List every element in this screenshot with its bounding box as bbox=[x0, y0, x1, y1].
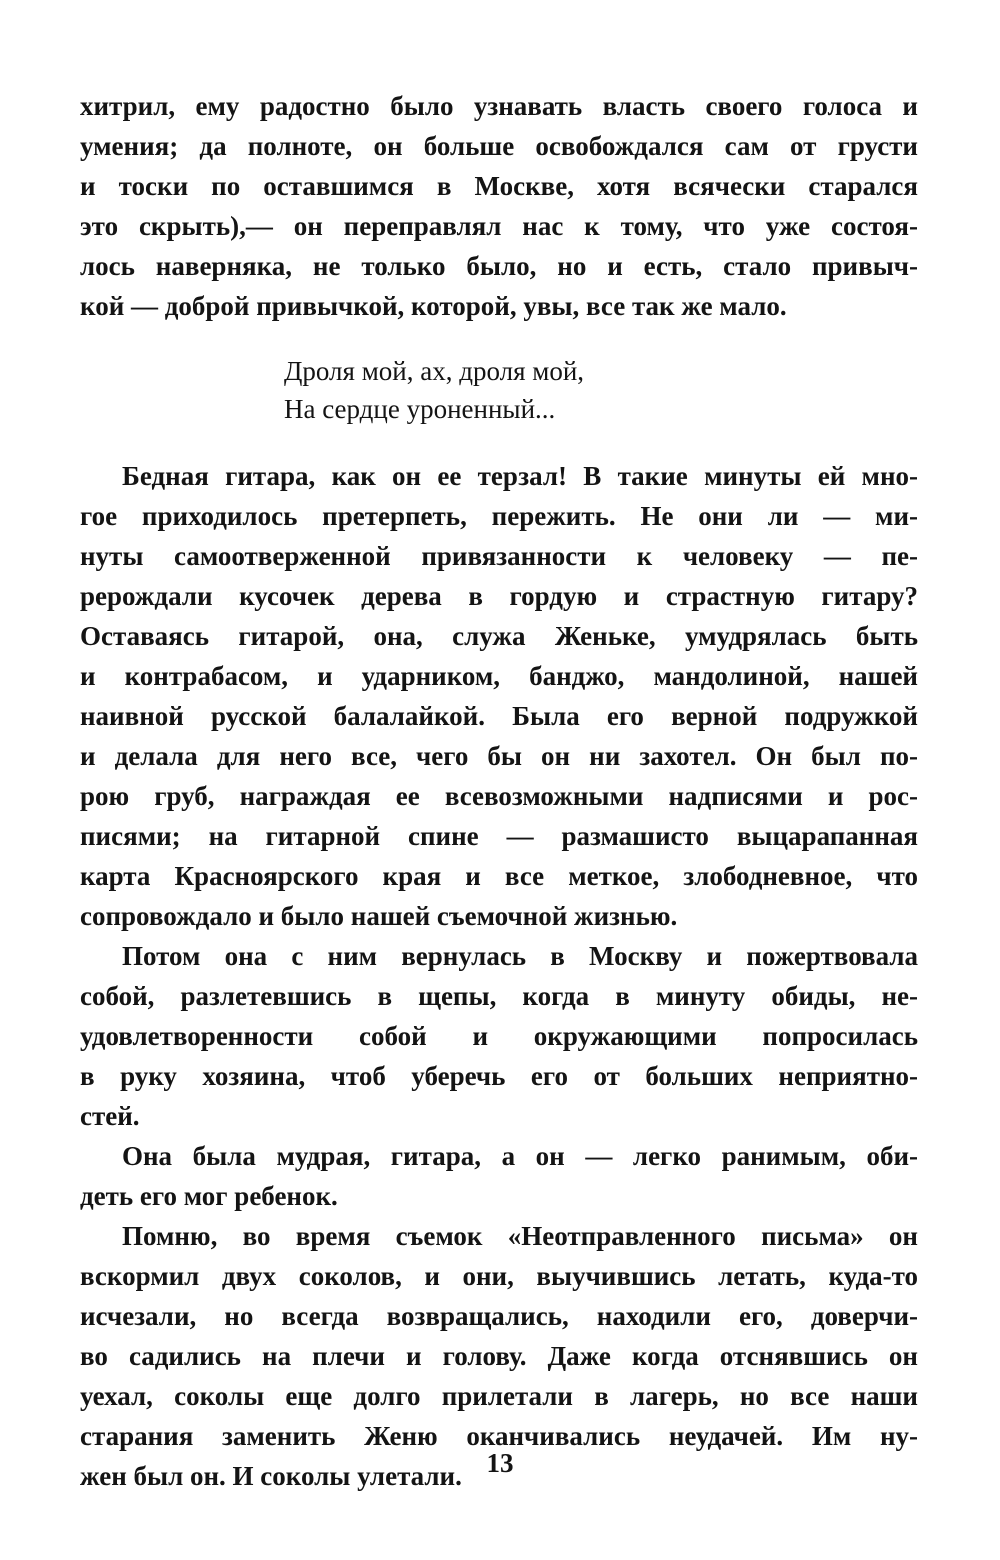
paragraph-line: Бедная гитара, как он ее терзал! В такие минуты ей мно- bbox=[122, 461, 918, 491]
paragraph-line: стей. bbox=[80, 1101, 140, 1131]
paragraph-line: удовлетворенности собой и окружающими попросилась bbox=[80, 1021, 918, 1051]
paragraph-line: Помню, во время съемок «Неотправленного письма» он bbox=[122, 1221, 918, 1251]
paragraph-line: и делала для него все, чего бы он ни захотел. Он был по- bbox=[80, 741, 918, 771]
paragraph-line: жен был он. И соколы улетали. bbox=[80, 1461, 462, 1491]
paragraph-line: сопровождало и было нашей съемочной жизнью. bbox=[80, 901, 678, 931]
paragraph-line: и тоски по оставшимся в Москве, хотя всячески старался bbox=[80, 171, 918, 201]
paragraph-line: наивной русской балалайкой. Была его верной подружкой bbox=[80, 701, 918, 731]
paragraph-line: хитрил, ему радостно было узнавать власть своего голоса и bbox=[80, 91, 918, 121]
paragraph-line: в руку хозяина, чтоб уберечь его от больших неприятно- bbox=[80, 1061, 918, 1091]
paragraph-line: исчезали, но всегда возвращались, находили его, доверчи- bbox=[80, 1301, 918, 1331]
paragraph-line: Потом она с ним вернулась в Москву и пожертвовала bbox=[122, 941, 918, 971]
paragraph-line: умения; да полноте, он больше освобождался сам от грусти bbox=[80, 131, 918, 161]
paragraph-line: кой — доброй привычкой, которой, увы, все так же мало. bbox=[80, 291, 787, 321]
paragraph-4 bbox=[80, 1136, 918, 1216]
paragraph-line: писями; на гитарной спине — размашисто выцарапанная bbox=[80, 821, 918, 851]
paragraph-line: лось наверняка, не только было, но и есть, стало привыч- bbox=[80, 251, 918, 281]
paragraph-line: и контрабасом, и ударником, банджо, мандолиной, нашей bbox=[80, 661, 918, 691]
paragraph-line: Оставаясь гитарой, она, служа Женьке, умудрялась быть bbox=[80, 621, 918, 651]
paragraph-line: Она была мудрая, гитара, а он — легко ранимым, оби- bbox=[122, 1141, 918, 1171]
paragraph-line: собой, разлетевшись в щепы, когда в минуту обиды, не- bbox=[80, 981, 918, 1011]
paragraph-line: рерождали кусочек дерева в гордую и страстную гитару? bbox=[80, 581, 918, 611]
paragraph-line: нуты самоотверженной привязанности к человеку — пе- bbox=[80, 541, 918, 571]
verse-line: На сердце уроненный... bbox=[284, 394, 556, 424]
paragraph-line: уехал, соколы еще долго прилетали в лагерь, но все наши bbox=[80, 1381, 918, 1411]
paragraph-2 bbox=[80, 456, 918, 936]
paragraph-line: рою груб, награждая ее всевозможными надписями и рос- bbox=[80, 781, 918, 811]
paragraph-line: старания заменить Женю оканчивались неудачей. Им ну- bbox=[80, 1421, 918, 1451]
paragraph-1 bbox=[80, 86, 918, 326]
paragraph-line: это скрыть),— он переправлял нас к тому, что уже состоя- bbox=[80, 211, 918, 241]
verse-quote bbox=[284, 352, 918, 428]
paragraph-line: во садились на плечи и голову. Даже когда отснявшись он bbox=[80, 1341, 918, 1371]
page-body bbox=[80, 86, 918, 1496]
paragraph-line: гое приходилось претерпеть, пережить. Не они ли — ми- bbox=[80, 501, 918, 531]
page-number: 13 bbox=[486, 1448, 514, 1478]
verse-line: Дроля мой, ах, дроля мой, bbox=[284, 356, 585, 386]
paragraph-3 bbox=[80, 936, 918, 1136]
paragraph-line: карта Красноярского края и все меткое, злободневное, что bbox=[80, 861, 918, 891]
paragraph-line: вскормил двух соколов, и они, выучившись летать, куда-то bbox=[80, 1261, 918, 1291]
paragraph-line: деть его мог ребенок. bbox=[80, 1181, 338, 1211]
